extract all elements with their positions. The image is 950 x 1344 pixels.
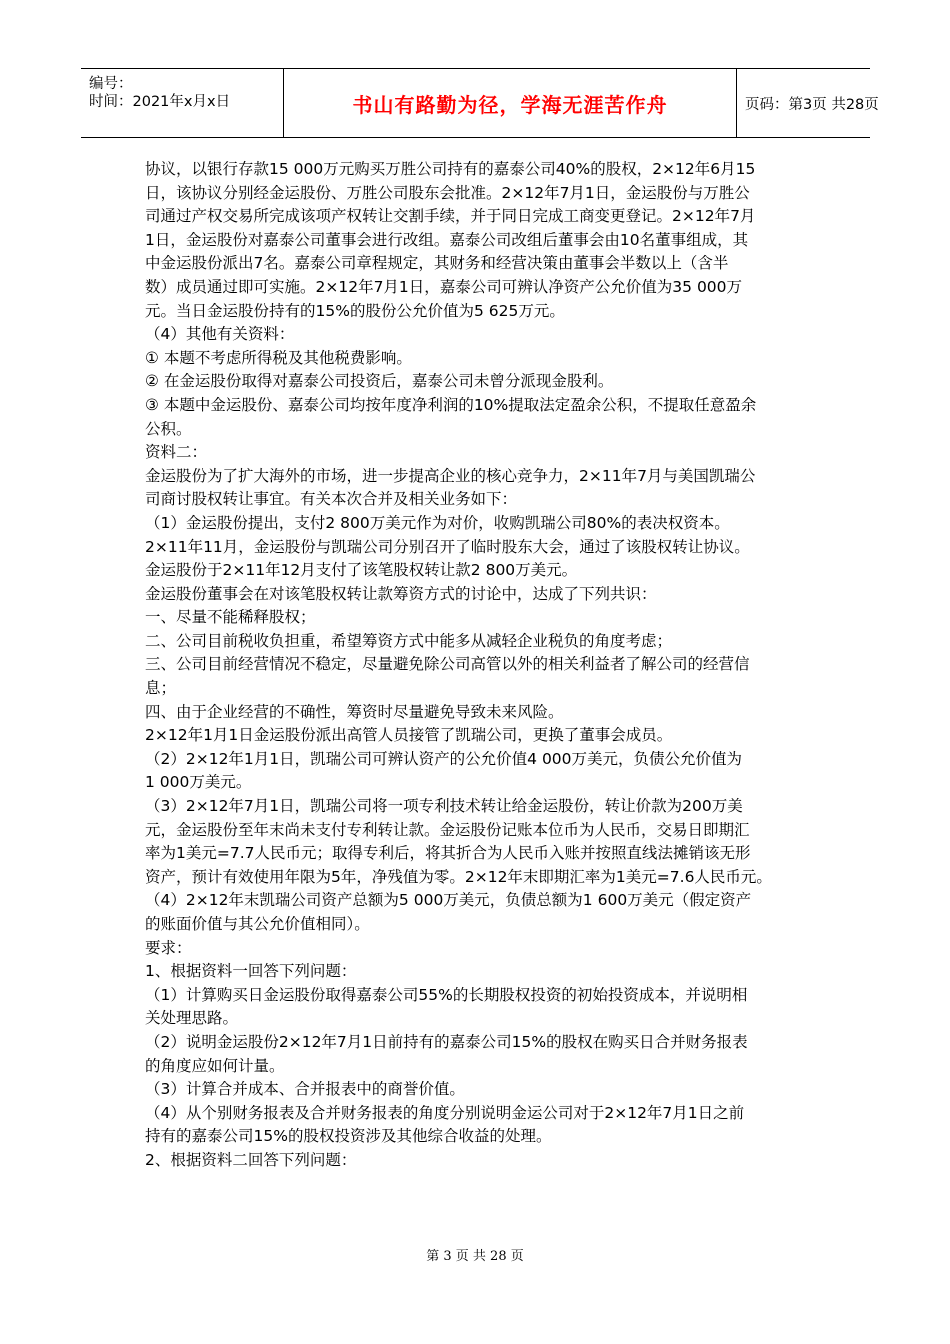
body-text-line: 协议，以银行存款15 000万元购买万胜公司持有的嘉泰公司40%的股权，2×12年6月15	[145, 160, 756, 178]
body-text-line: 关处理思路。	[145, 1009, 239, 1028]
body-text-line: 元，金运股份至年末尚未支付专利转让款。金运股份记账本位币为人民币，交易日即期汇	[145, 820, 750, 839]
body-text-line: （1）计算购买日金运股份取得嘉泰公司55%的长期股权投资的初始投资成本，并说明相	[145, 985, 748, 1004]
body-text-line: 2×12年1月1日金运股份派出高管人员接管了凯瑞公司，更换了董事会成员。	[145, 726, 673, 745]
body-text-line: 金运股份于2×11年12月支付了该笔股权转让款2 800万美元。	[145, 561, 578, 580]
body-text-line: （2）说明金运股份2×12年7月1日前持有的嘉泰公司15%的股权在购买日合并财务报表	[145, 1032, 748, 1051]
body-text-line: 率为1美元=7.7人民币元；取得专利后，将其折合为人民币入账并按照直线法摊销该无形	[145, 844, 751, 863]
body-text-line: 资产，预计有效使用年限为5年，净残值为零。2×12年末即期汇率为1美元=7.6人民币元。	[145, 867, 772, 886]
body-text-line: 2×11年11月，金运股份与凯瑞公司分别召开了临时股东大会，通过了该股权转让协议。	[145, 537, 750, 556]
body-text-line: 1、根据资料一回答下列问题：	[145, 962, 357, 981]
body-text-line: 三、公司目前经营情况不稳定，尽量避免除公司高管以外的相关利益者了解公司的经营信	[145, 655, 750, 674]
body-text-line: ① 本题不考虑所得税及其他税费影响。	[145, 348, 412, 367]
body-text-line: （3）2×12年7月1日，凯瑞公司将一项专利技术转让给金运股份，转让价款为200万美	[145, 797, 743, 816]
body-text-line: 二、公司目前税收负担重，希望筹资方式中能多从减轻企业税负的角度考虑；	[145, 631, 673, 650]
body-text-line: （4）从个别财务报表及合并财务报表的角度分别说明金运公司对于2×12年7月1日之前	[145, 1103, 745, 1122]
body-text-line: 一、尽量不能稀释股权；	[145, 608, 316, 627]
body-text-line: 要求：	[145, 938, 192, 957]
header-meta	[81, 69, 283, 137]
header-page-cell	[736, 69, 879, 137]
document-number-label: 编号：	[89, 76, 133, 92]
header-page-info: 页码：第3页 共28页	[745, 96, 879, 113]
header-motto: 书山有路勤为径，学海无涯苦作舟	[352, 92, 668, 117]
body-text-line: 息；	[145, 679, 177, 698]
body-text-line: 中金运股份派出7名。嘉泰公司章程规定，其财务和经营决策由董事会半数以上（含半	[145, 254, 729, 273]
body-text-line: 司商讨股权转让事宜。有关本次合并及相关业务如下：	[145, 490, 518, 509]
body-text-line: 金运股份为了扩大海外的市场，进一步提高企业的核心竞争力，2×11年7月与美国凯瑞公	[145, 466, 756, 485]
document-date: 时间：2021年x月x日	[89, 94, 231, 110]
body-text-line: 1 000万美元。	[145, 773, 252, 792]
body-text-line: 日，该协议分别经金运股份、万胜公司股东会批准。2×12年7月1日，金运股份与万胜公	[145, 183, 750, 202]
body-text-line: 四、由于企业经营的不确性，筹资时尽量避免导致未来风险。	[145, 702, 564, 721]
body-text-line: ③ 本题中金运股份、嘉泰公司均按年度净利润的10%提取法定盈余公积，不提取任意盈余	[145, 395, 757, 414]
body-text-line: （2）2×12年1月1日，凯瑞公司可辨认资产的公允价值4 000万美元，负债公允价值为	[145, 749, 743, 768]
body-text-line: 2、根据资料二回答下列问题：	[145, 1150, 357, 1169]
body-text-line: 数）成员通过即可实施。2×12年7月1日，嘉泰公司可辨认净资产公允价值为35 000万	[145, 277, 743, 296]
body-text-line: 公积。	[145, 419, 192, 438]
body-text-line: （4）其他有关资料：	[145, 325, 295, 344]
body-text-line: 的角度应如何计量。	[145, 1056, 285, 1075]
page-header	[81, 68, 879, 138]
document-body	[145, 158, 815, 1173]
body-text-line: （3）计算合并成本、合并报表中的商誉价值。	[145, 1080, 465, 1099]
body-text-line: 金运股份董事会在对该笔股权转让款筹资方式的讨论中，达成了下列共识：	[145, 584, 657, 603]
body-text-line: ② 在金运股份取得对嘉泰公司投资后，嘉泰公司未曾分派现金股利。	[145, 372, 614, 391]
body-text-line: （1）金运股份提出，支付2 800万美元作为对价，收购凯瑞公司80%的表决权资本。	[145, 513, 730, 532]
header-motto-cell	[283, 69, 737, 137]
body-text-line: 元。当日金运股份持有的15%的股份公允价值为5 625万元。	[145, 301, 565, 320]
body-text-line: 1日，金运股份对嘉泰公司董事会进行改组。嘉泰公司改组后董事会由10名董事组成，其	[145, 230, 749, 249]
page-footer: 第 3 页 共 28 页	[426, 1249, 524, 1264]
body-text-line: 司通过产权交易所完成该项产权转让交割手续，并于同日完成工商变更登记。2×12年7月	[145, 207, 756, 226]
body-text-line: 持有的嘉泰公司15%的股权投资涉及其他综合收益的处理。	[145, 1127, 552, 1146]
body-text-line: （4）2×12年末凯瑞公司资产总额为5 000万美元，负债总额为1 600万美元（假定资产	[145, 891, 752, 910]
body-text-line: 资料二：	[145, 443, 208, 462]
body-text-line: 的账面价值与其公允价值相同）。	[145, 915, 370, 933]
